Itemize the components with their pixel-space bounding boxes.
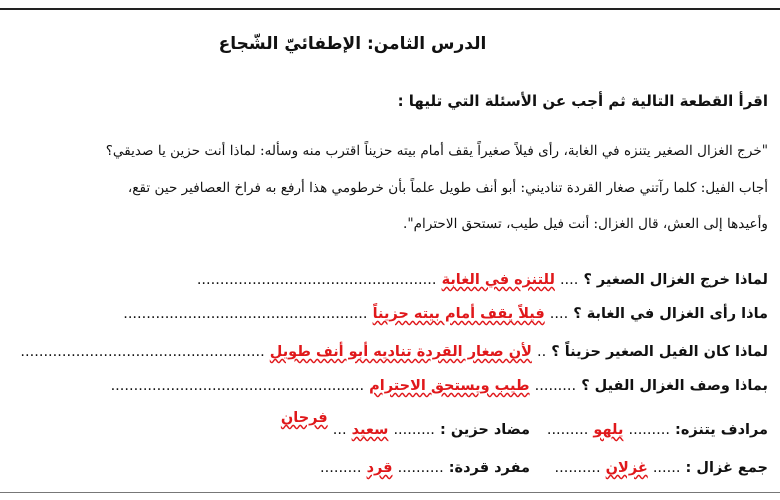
answer-dots: ..................................................... bbox=[20, 344, 265, 360]
instruction: اقرأ القطعة التالية ثم أجب عن الأسئلة التي تليها : bbox=[397, 92, 768, 110]
answer-dots: .. bbox=[536, 344, 547, 360]
question-text: لماذا خرج الغزال الصغير ؟ bbox=[583, 272, 768, 288]
answer-dots: ....................................................... bbox=[110, 378, 365, 394]
lesson-title: الدرس الثامن: الإطفائيّ الشّجاع bbox=[218, 34, 487, 54]
answer-dots: ... bbox=[332, 422, 347, 438]
answer-3: لأن صغار القردة تناديه أبو أنف طويل bbox=[269, 344, 532, 360]
singular-exercise bbox=[320, 460, 530, 476]
answer-dots: .......... bbox=[397, 460, 444, 476]
passage-line-3: وأعيدها إلى العش، قال الغزال: أنت فيل طيب، تستحق الاحترام". bbox=[403, 216, 768, 232]
answer-dots: ......... bbox=[393, 422, 435, 438]
passage-line-2: أجاب الفيل: كلما رآتني صغار القردة تناديني: أبو أنف طويل علماً بأن خرطومي هذا أرفع به فراخ العصافير حين تقع، bbox=[127, 180, 768, 196]
antonym-label: مضاد حزين : bbox=[439, 422, 530, 438]
answer-dots: .... bbox=[549, 306, 569, 322]
answer-dots: .......... bbox=[554, 460, 601, 476]
answer-1: للتنزه في الغابة bbox=[441, 272, 555, 288]
singular-label: مفرد قردة: bbox=[448, 460, 530, 476]
question-4 bbox=[111, 378, 768, 394]
answer-dots: ...... bbox=[652, 460, 681, 476]
question-text: ماذا رأى الغزال في الغابة ؟ bbox=[573, 306, 768, 322]
answer-dots: ......... bbox=[628, 422, 670, 438]
answer-dots: ..................................................... bbox=[123, 306, 368, 322]
passage-line-1: "خرج الغزال الصغير يتنزه في الغابة، رأى فيلاً صغيراً يقف أمام بيته حزيناً اقترب منه وسأله: لماذا أنت حزين يا صديقي؟ bbox=[105, 143, 768, 159]
answer-dots: ......... bbox=[546, 422, 589, 438]
answer-2: فيلاً يقف أمام بيته حزيناً bbox=[372, 306, 545, 322]
answer-dots: ......... bbox=[320, 460, 362, 476]
plural-label: جمع غزال : bbox=[685, 460, 768, 476]
question-1 bbox=[197, 272, 768, 288]
synonym-label: مرادف يتنزه: bbox=[675, 422, 768, 438]
answer-4: طيب ويستحق الاحترام bbox=[369, 378, 530, 394]
answer-dots: .... bbox=[559, 272, 579, 288]
plural-exercise bbox=[555, 460, 769, 476]
top-rule bbox=[0, 8, 780, 10]
synonym-exercise bbox=[547, 422, 768, 438]
singular-answer: قرد bbox=[366, 460, 393, 476]
answer-dots: ......... bbox=[534, 378, 577, 394]
question-text: بماذا وصف الغزال الفيل ؟ bbox=[581, 378, 768, 394]
antonym-answer-2: فرحان bbox=[280, 410, 328, 426]
plural-answer: غزلان bbox=[605, 460, 648, 476]
question-text: لماذا كان الفيل الصغير حزيناً ؟ bbox=[551, 344, 768, 360]
answer-dots: .................................................... bbox=[196, 272, 437, 288]
antonym-answer-1: سعيد bbox=[351, 422, 389, 438]
bottom-rule bbox=[0, 492, 780, 493]
synonym-answer: يلهو bbox=[593, 422, 624, 438]
antonym-exercise bbox=[280, 410, 530, 438]
question-2 bbox=[123, 306, 768, 322]
question-3 bbox=[20, 344, 768, 360]
